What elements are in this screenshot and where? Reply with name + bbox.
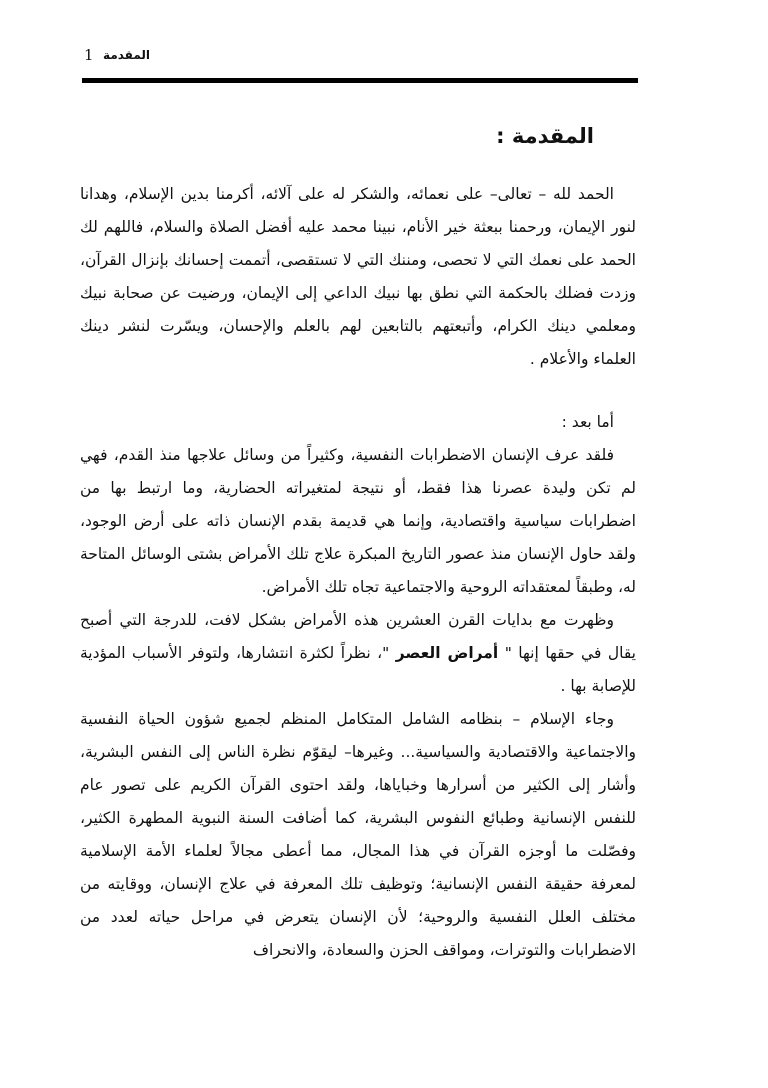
paragraph-3-before: وظهرت مع بدايات القرن العشرين هذه الأمراض بشكل لافت، للدرجة التي أصبح يقال في حقها إنها " <box>80 611 636 662</box>
paragraph-3-emphasis: أمراض العصر <box>395 644 499 662</box>
amma-bad-heading: أما بعد : <box>561 413 614 431</box>
intro-paragraph: الحمد لله – تعالى– على نعمائه، والشكر له على آلائه، أكرمنا بدين الإسلام، وهدانا لنور الإيمان، ورحمنا ببعثة خير الأنام، نبينا محمد عليه أفضل الصلاة والسلام، فاللهم لك الحمد على نعمك التي لا تحصى، ومننك التي لا تستقصى، أتممت إحسانك بإنزال القرآن، وزدت فضلك بالحكمة التي نطق بها نبيك الداعي إلى الإيمان، ورضيت عن صحابة نبيك ومعلمي دينك الكرام، وأتبعتهم بالتابعين لهم بالعلم والإحسان، ويسّرت لنشر دينك العلماء والأعلام . <box>80 185 636 368</box>
page-header <box>82 46 638 72</box>
paragraph-3-after: "، نظراً لكثرة انتشارها، ولتوفر الأسباب المؤدية للإصابة بها . <box>80 644 636 695</box>
paragraph-2: فلقد عرف الإنسان الاضطرابات النفسية، وكثيراً من وسائل علاجها منذ القدم، فهي لم تكن وليدة عصرنا هذا فقط، أو نتيجة لمتغيراته الحضارية، وما ارتبط بها من اضطرابات سياسية واقتصادية، وإنما هي قديمة بقدم الإنسان ذاته على أرض الوجود، ولقد حاول الإنسان منذ عصور التاريخ المبكرة علاج تلك الأمراض بشتى الوسائل المتاحة له، وطبقاً لمعتقداته الروحية والاجتماعية تجاه تلك الأمراض. <box>80 446 636 596</box>
body-text <box>80 178 636 967</box>
header-rule <box>82 78 638 83</box>
paragraph-gap <box>80 376 636 406</box>
section-title: المقدمة : <box>496 124 594 148</box>
paragraph-3 <box>80 604 636 703</box>
running-title: المقدمة <box>103 48 150 62</box>
page-number: 1 <box>84 46 94 64</box>
paragraph-4: وجاء الإسلام – بنظامه الشامل المتكامل المنظم لجميع شؤون الحياة النفسية والاجتماعية والاقتصادية والسياسية... وغيرها– ليقوّم نظرة الناس إلى النفس البشرية، وأشار إلى الكثير من أسرارها وخباياها، ولقد احتوى القرآن الكريم على تصور عام للنفس الإنسانية وطبائع النفوس البشرية، كما أضافت السنة النبوية المطهرة الكثير، وفصّلت ما أوجزه القرآن في هذا المجال، مما أعطى مجالاً لعلماء الأمة الإسلامية لمعرفة حقيقة النفس الإنسانية؛ وتوظيف تلك المعرفة في علاج الإنسان، ووقايته من مختلف العلل النفسية والروحية؛ لأن الإنسان يتعرض في مراحل حياته لعدد من الاضطرابات والتوترات، ومواقف الحزن والسعادة، والانحراف <box>80 710 636 959</box>
